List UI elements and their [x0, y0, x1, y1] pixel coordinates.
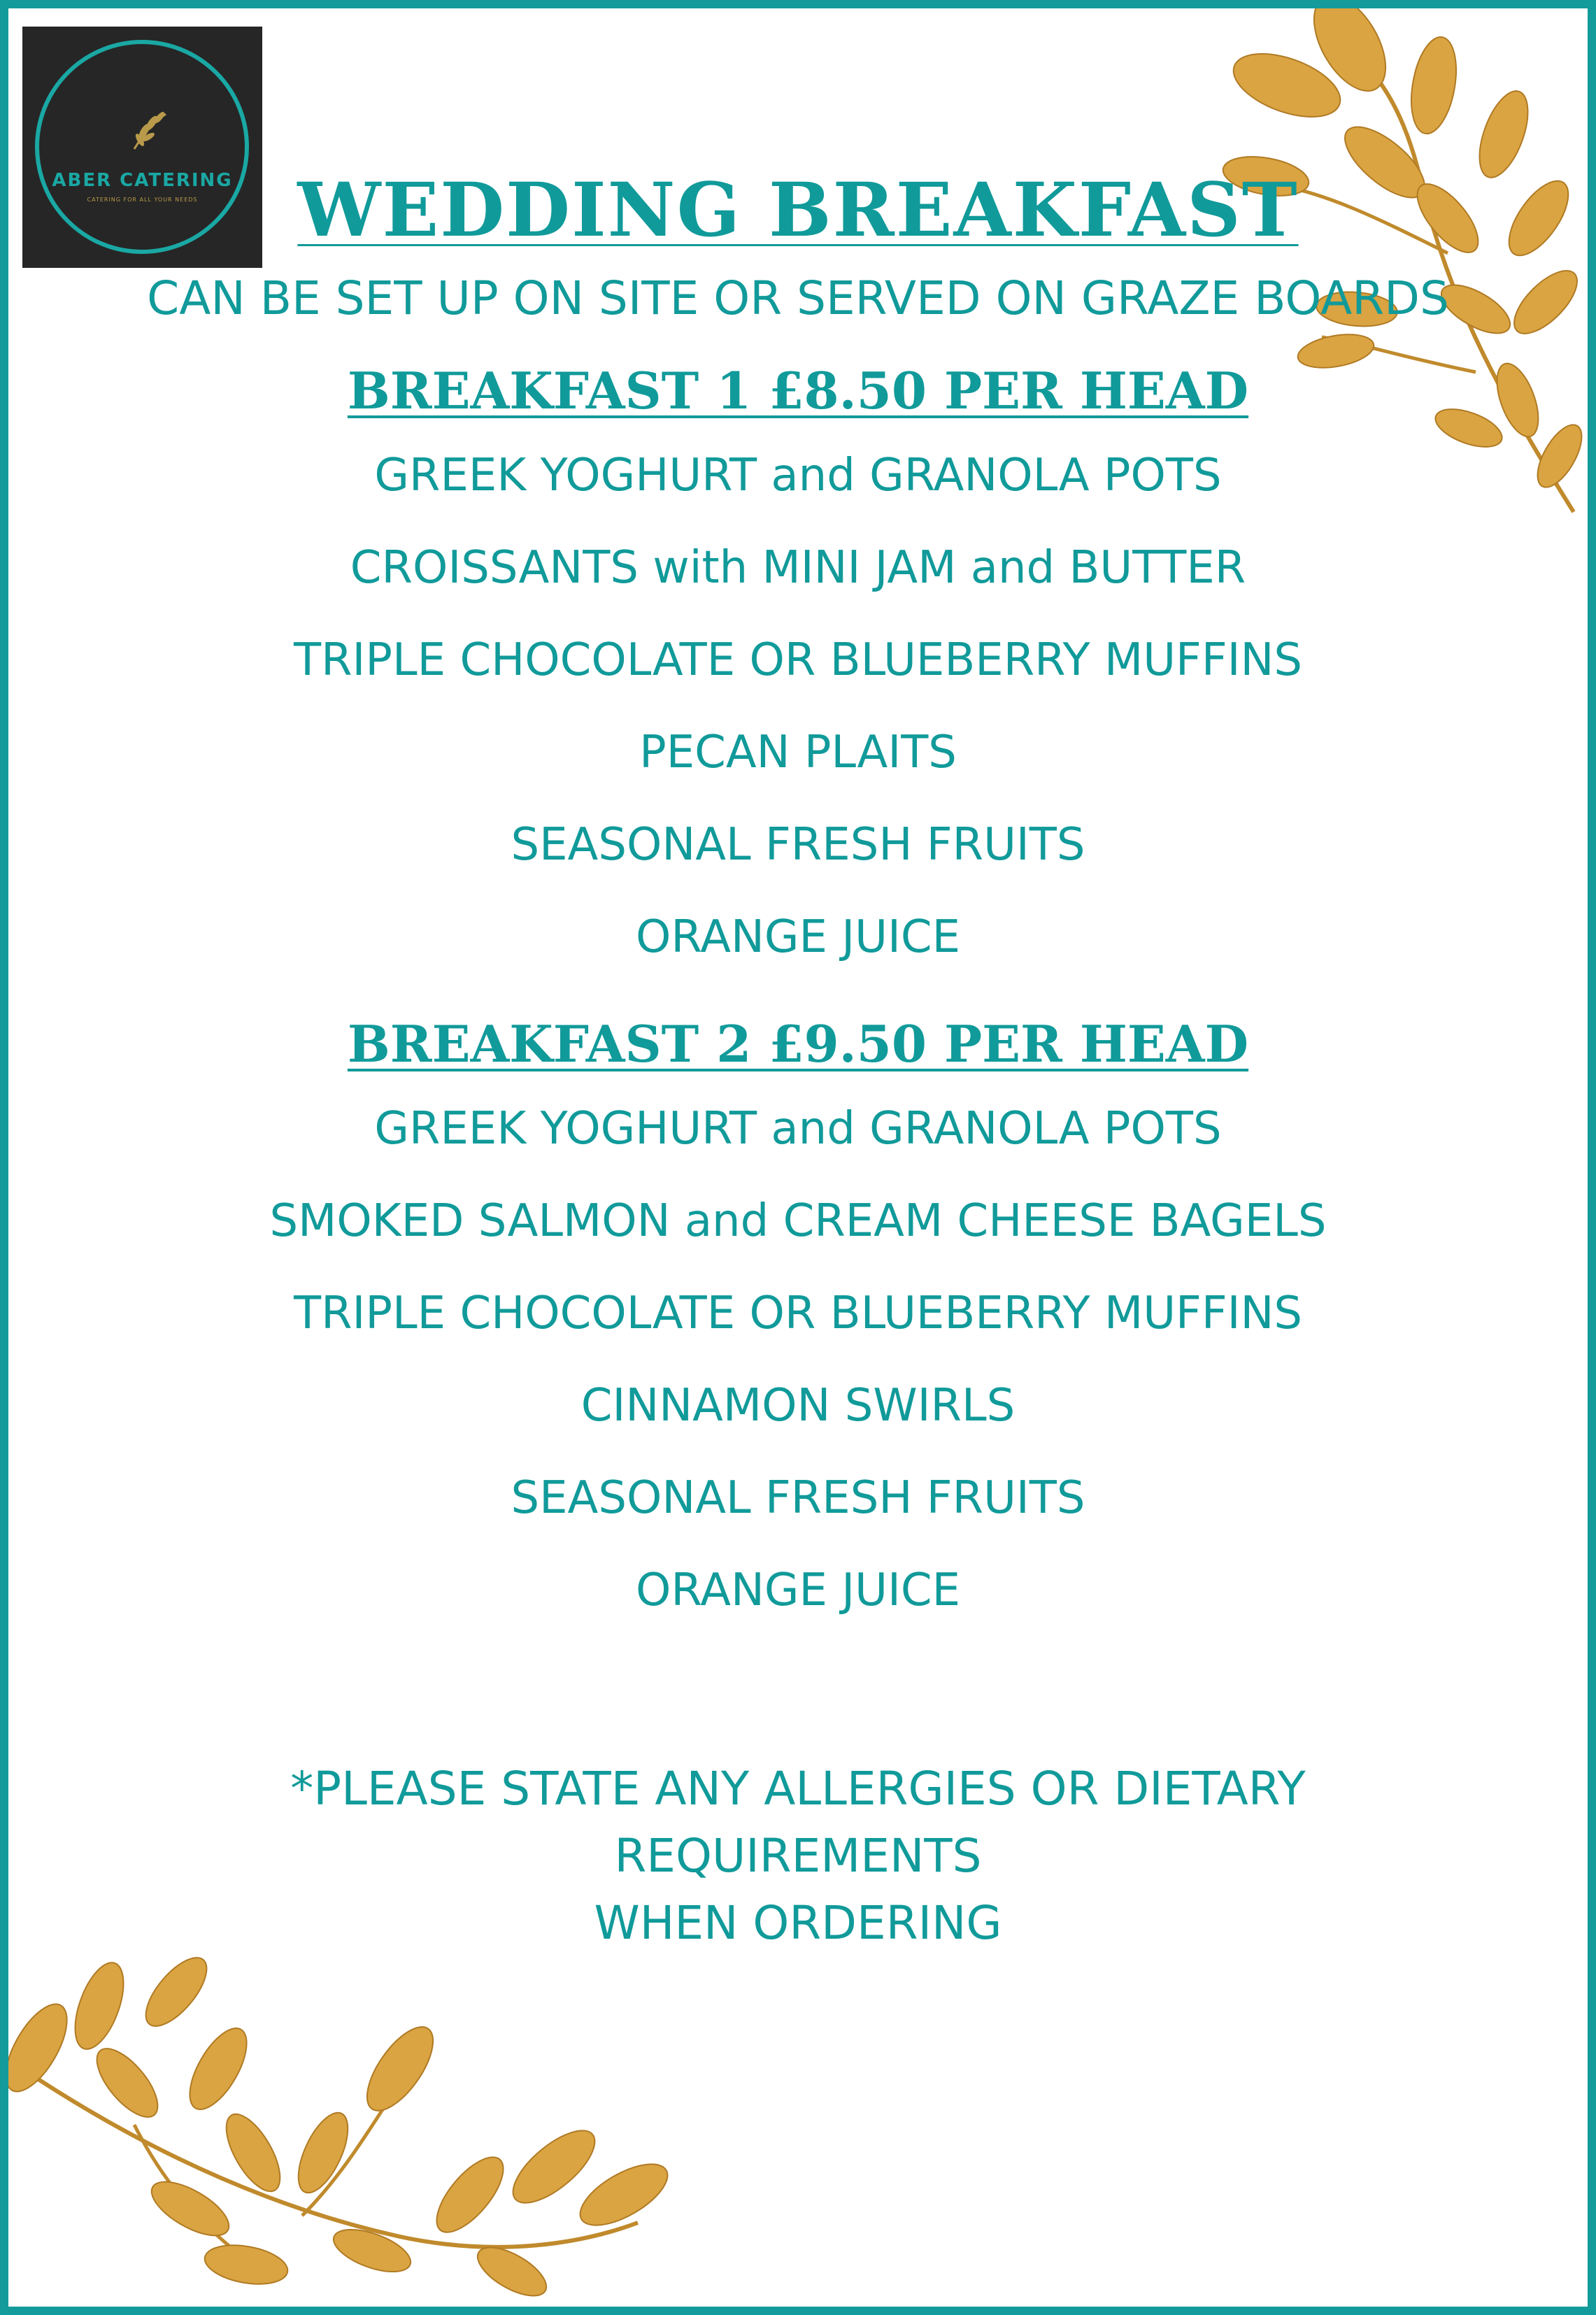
list-item: GREEK YOGHURT and GRANOLA POTS	[374, 1103, 1222, 1155]
list-item: ORANGE JUICE	[636, 911, 960, 963]
allergy-note-line-2: WHEN ORDERING	[594, 1896, 1002, 1950]
logo-tagline: CATERING FOR ALL YOUR NEEDS	[87, 197, 198, 203]
list-item: SEASONAL FRESH FRUITS	[511, 1472, 1085, 1524]
breakfast-2-items	[8, 1083, 1588, 1637]
breakfast-2-heading: BREAKFAST 2 £9.50 PER HEAD	[347, 1014, 1249, 1074]
logo-name: ABER CATERING	[52, 170, 233, 191]
menu-content	[8, 161, 1588, 1957]
logo-leaf-icon	[134, 111, 166, 149]
golden-leaves-bottom-icon	[8, 1943, 680, 2307]
page-title: WEDDING BREAKFAST	[297, 166, 1299, 253]
breakfast-1-items	[8, 429, 1588, 983]
list-item: SMOKED SALMON and CREAM CHEESE BAGELS	[269, 1195, 1327, 1247]
breakfast-1-heading: BREAKFAST 1 £8.50 PER HEAD	[347, 361, 1249, 420]
allergy-note-line-1: *PLEASE STATE ANY ALLERGIES OR DIETARY REQUIREMENTS	[290, 1762, 1306, 1883]
list-item: TRIPLE CHOCOLATE OR BLUEBERRY MUFFINS	[293, 1288, 1303, 1339]
list-item: SEASONAL FRESH FRUITS	[511, 819, 1085, 871]
allergy-note	[8, 1755, 1588, 1957]
list-item: PECAN PLAITS	[639, 727, 957, 778]
list-item: CROISSANTS with MINI JAM and BUTTER	[350, 542, 1246, 594]
list-item: GREEK YOGHURT and GRANOLA POTS	[374, 450, 1222, 501]
list-item: TRIPLE CHOCOLATE OR BLUEBERRY MUFFINS	[293, 634, 1303, 686]
list-item: ORANGE JUICE	[636, 1565, 960, 1616]
list-item: CINNAMON SWIRLS	[580, 1380, 1016, 1432]
page-subtitle: CAN BE SET UP ON SITE OR SERVED ON GRAZE BOARDS	[147, 271, 1449, 325]
